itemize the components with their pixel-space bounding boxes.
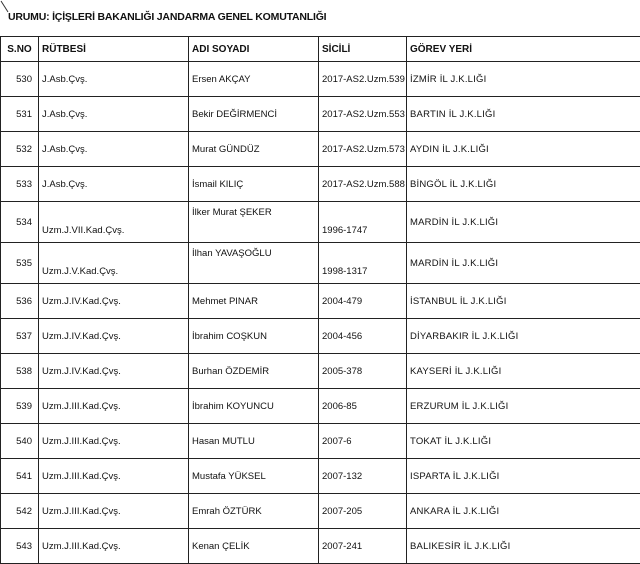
table-row	[1, 354, 640, 389]
cell-rank: J.Asb.Çvş.	[39, 97, 189, 132]
cell-registry: 2005-378	[319, 354, 407, 389]
personnel-table	[0, 36, 640, 564]
cell-sno: 536	[1, 284, 39, 319]
cell-duty-station: İSTANBUL İL J.K.LIĞI	[407, 284, 640, 319]
cell-rank: Uzm.J.III.Kad.Çvş.	[39, 529, 189, 564]
cell-name: Burhan ÖZDEMİR	[189, 354, 319, 389]
cell-registry: 2017-AS2.Uzm.539	[319, 62, 407, 97]
cell-name: Mehmet PINAR	[189, 284, 319, 319]
cell-duty-station: MARDİN İL J.K.LIĞI	[407, 243, 640, 284]
cell-registry: 2004-479	[319, 284, 407, 319]
cell-name: Kenan ÇELİK	[189, 529, 319, 564]
cell-duty-station: ERZURUM İL J.K.LIĞI	[407, 389, 640, 424]
header-name: ADI SOYADI	[189, 37, 319, 62]
cell-registry: 2004-456	[319, 319, 407, 354]
table-row	[1, 243, 640, 284]
cell-rank: Uzm.J.IV.Kad.Çvş.	[39, 354, 189, 389]
cell-sno: 539	[1, 389, 39, 424]
cell-rank: J.Asb.Çvş.	[39, 167, 189, 202]
cell-name: Mustafa YÜKSEL	[189, 459, 319, 494]
table-header-row	[1, 37, 640, 62]
cell-sno: 543	[1, 529, 39, 564]
cell-rank: Uzm.J.V.Kad.Çvş.	[39, 243, 189, 284]
cell-registry: 1998-1317	[319, 243, 407, 284]
cell-registry: 1996-1747	[319, 202, 407, 243]
table-row	[1, 62, 640, 97]
cell-duty-station: MARDİN İL J.K.LIĞI	[407, 202, 640, 243]
cell-sno: 533	[1, 167, 39, 202]
table-row	[1, 494, 640, 529]
cell-duty-station: ISPARTA İL J.K.LIĞI	[407, 459, 640, 494]
cell-name: Ersen AKÇAY	[189, 62, 319, 97]
cell-sno: 535	[1, 243, 39, 284]
cell-rank: Uzm.J.III.Kad.Çvş.	[39, 424, 189, 459]
table-row	[1, 389, 640, 424]
header-rank: RÜTBESİ	[39, 37, 189, 62]
document-title: URUMU: İÇİŞLERİ BAKANLIĞI JANDARMA GENEL KOMUTANLIĞI	[8, 6, 326, 28]
cell-name: Hasan MUTLU	[189, 424, 319, 459]
cell-name: İlker Murat ŞEKER	[189, 202, 319, 243]
header-sno: S.NO	[1, 37, 39, 62]
cell-duty-station: TOKAT İL J.K.LIĞI	[407, 424, 640, 459]
cell-sno: 532	[1, 132, 39, 167]
table-row	[1, 284, 640, 319]
cell-duty-station: ANKARA İL J.K.LIĞI	[407, 494, 640, 529]
cell-registry: 2017-AS2.Uzm.553	[319, 97, 407, 132]
cell-rank: Uzm.J.III.Kad.Çvş.	[39, 494, 189, 529]
cell-name: İbrahim KOYUNCU	[189, 389, 319, 424]
cell-registry: 2017-AS2.Uzm.588	[319, 167, 407, 202]
cell-name: İlhan YAVAŞOĞLU	[189, 243, 319, 284]
cell-name: İsmail KILIÇ	[189, 167, 319, 202]
header-registry: SİCİLİ	[319, 37, 407, 62]
cell-sno: 534	[1, 202, 39, 243]
cell-registry: 2007-6	[319, 424, 407, 459]
cell-name: İbrahim COŞKUN	[189, 319, 319, 354]
cell-registry: 2017-AS2.Uzm.573	[319, 132, 407, 167]
cell-rank: Uzm.J.IV.Kad.Çvş.	[39, 284, 189, 319]
table-row	[1, 97, 640, 132]
cell-sno: 531	[1, 97, 39, 132]
cell-rank: Uzm.J.III.Kad.Çvş.	[39, 389, 189, 424]
cell-registry: 2007-205	[319, 494, 407, 529]
cell-registry: 2007-132	[319, 459, 407, 494]
table-row	[1, 319, 640, 354]
cell-sno: 541	[1, 459, 39, 494]
cell-sno: 537	[1, 319, 39, 354]
cell-sno: 538	[1, 354, 39, 389]
cell-name: Bekir DEĞİRMENCİ	[189, 97, 319, 132]
cell-rank: J.Asb.Çvş.	[39, 132, 189, 167]
cell-rank: J.Asb.Çvş.	[39, 62, 189, 97]
table-row	[1, 424, 640, 459]
cell-duty-station: BİNGÖL İL J.K.LIĞI	[407, 167, 640, 202]
table-row	[1, 459, 640, 494]
cell-duty-station: KAYSERİ İL J.K.LIĞI	[407, 354, 640, 389]
cell-registry: 2007-241	[319, 529, 407, 564]
cell-name: Emrah ÖZTÜRK	[189, 494, 319, 529]
table-row	[1, 202, 640, 243]
cell-sno: 542	[1, 494, 39, 529]
table-row	[1, 132, 640, 167]
cell-rank: Uzm.J.VII.Kad.Çvş.	[39, 202, 189, 243]
cell-duty-station: DİYARBAKIR İL J.K.LIĞI	[407, 319, 640, 354]
cell-duty-station: AYDIN İL J.K.LIĞI	[407, 132, 640, 167]
cell-duty-station: BALIKESİR İL J.K.LIĞI	[407, 529, 640, 564]
cell-registry: 2006-85	[319, 389, 407, 424]
header-duty-station: GÖREV YERİ	[407, 37, 640, 62]
cell-rank: Uzm.J.IV.Kad.Çvş.	[39, 319, 189, 354]
cell-duty-station: İZMİR İL J.K.LIĞI	[407, 62, 640, 97]
table-body	[1, 62, 640, 564]
cell-sno: 530	[1, 62, 39, 97]
cell-duty-station: BARTIN İL J.K.LIĞI	[407, 97, 640, 132]
cell-rank: Uzm.J.III.Kad.Çvş.	[39, 459, 189, 494]
cell-sno: 540	[1, 424, 39, 459]
table-row	[1, 167, 640, 202]
table-row	[1, 529, 640, 564]
cell-name: Murat GÜNDÜZ	[189, 132, 319, 167]
